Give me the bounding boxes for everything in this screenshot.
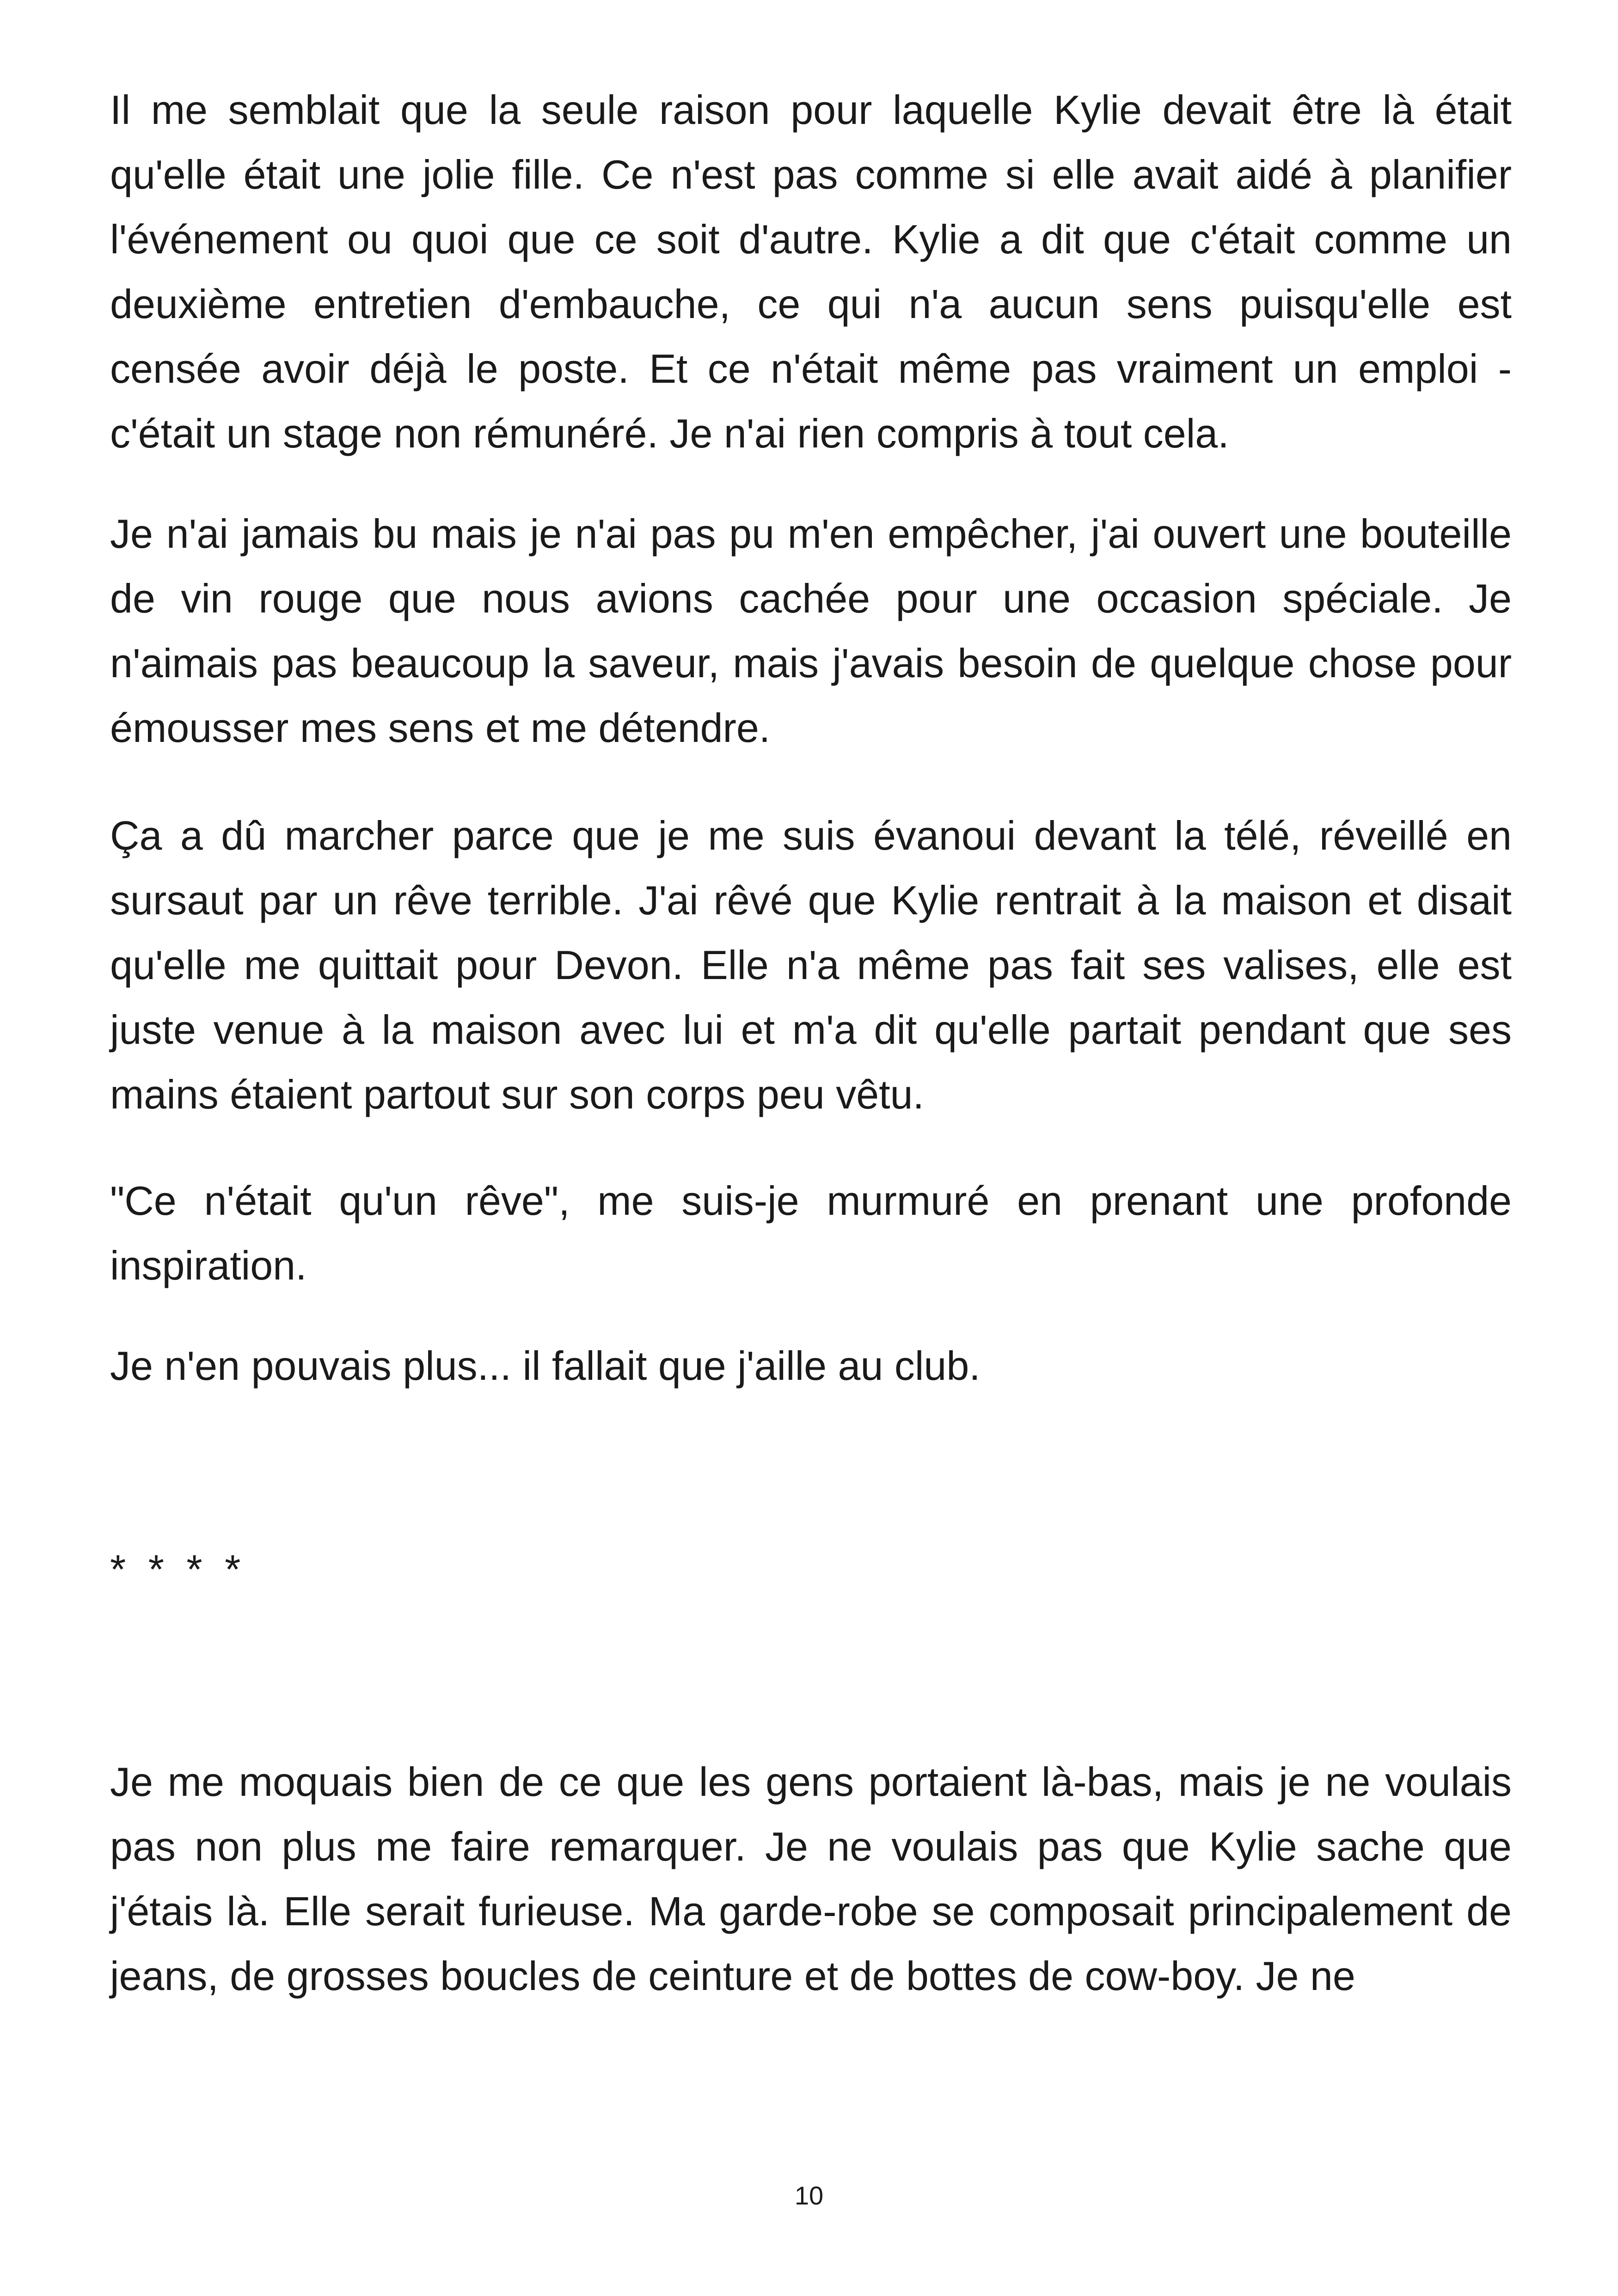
paragraph-3: Ça a dû marcher parce que je me suis évanoui devant la télé, réveillé en sursaut par un rêve terrible. J'ai rêvé que Kylie rentrait à la maison et disait qu'elle me quittait pour Devon. Elle n'a même pas fait ses valises, elle est juste venue à la maison avec lui et m'a dit qu'elle partait pendant que ses mains étaient partout sur son corps peu vêtu. xyxy=(110,813,1512,1117)
paragraph-2: Je n'ai jamais bu mais je n'ai pas pu m'en empêcher, j'ai ouvert une bouteille de vin rouge que nous avions cachée pour une occasion spéciale. Je n'aimais pas beaucoup la saveur, mais j'avais besoin de quelque chose pour émousser mes sens et me détendre. xyxy=(110,511,1512,751)
paragraph-5: Je n'en pouvais plus... il fallait que j'aille au club. xyxy=(110,1343,981,1389)
page-number: 10 xyxy=(794,2181,824,2210)
scene-separator: * * * * xyxy=(110,1546,246,1592)
paragraph-1: Il me semblait que la seule raison pour laquelle Kylie devait être là était qu'elle était une jolie fille. Ce n'est pas comme si elle avait aidé à planifier l'événement ou quoi que ce soit d'autre. Kylie a dit que c'était comme un deuxième entretien d'embauche, ce qui n'a aucun sens puisqu'elle est censée avoir déjà le poste. Et ce n'était même pas vraiment un emploi - c'était un stage non rémunéré. Je n'ai rien compris à tout cela. xyxy=(110,87,1512,456)
paragraph-4: "Ce n'était qu'un rêve", me suis-je murmuré en prenant une profonde inspiration. xyxy=(110,1178,1512,1288)
paragraph-6: Je me moquais bien de ce que les gens portaient là-bas, mais je ne voulais pas non plus me faire remarquer. Je ne voulais pas que Kylie sache que j'étais là. Elle serait furieuse. Ma garde-robe se composait principalement de jeans, de grosses boucles de ceinture et de bottes de cow-boy. Je ne xyxy=(110,1759,1512,1999)
